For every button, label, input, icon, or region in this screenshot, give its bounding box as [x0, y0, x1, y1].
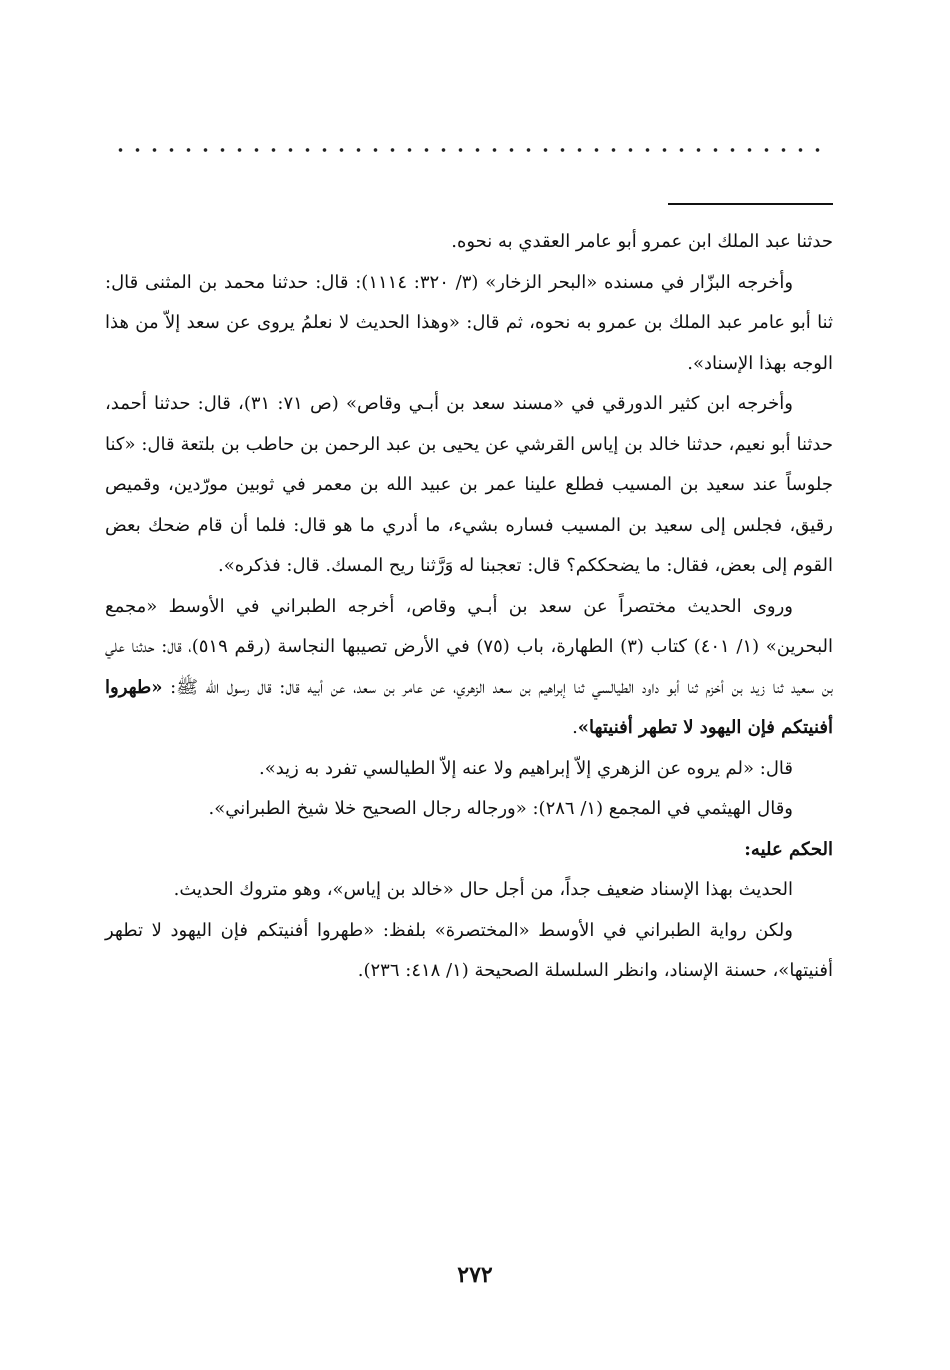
page-body [105, 222, 833, 992]
paragraph-7: الحديث بهذا الإسناد ضعيف جداً، من أجل حال «خالد بن إياس»، وهو متروك الحديث. [173, 879, 793, 900]
section-heading: الحكم عليه: [744, 838, 833, 860]
paragraph-4 [105, 587, 833, 749]
paragraph-5: قال: «لم يروه عن الزهري إلاّ إبراهيم ولا عنه إلاّ الطيالسي تفرد به زيد». [258, 757, 793, 779]
paragraph-3: وأخرجه ابن كثير الدورقي في «مسند سعد بن أبـي وقاص» (ص ٧١: ٣١)، قال: حدثنا أحمد، حدثنا أبو نعيم، حدثنا خالد بن إياس القرشي عن يحيى بن عبد الرحمن بن حاطب بن بلتعة قال: «كنا جلوساً عند سعيد بن المسيب فطلع علينا عمر بن عبيد الله بن معمر في ثوبين مورّدين، وقميص رقيق، فجلس إلى سعيد بن المسيب فساره بشيء، ما أدري ما هو قال: فلما أن قام ضحك بعض القوم إلى بعض، فقال: ما يضحككم؟ قال: تعجبنا له وَرَّثنا ريح المسك. قال: فذكره». [105, 393, 833, 576]
paragraph-1: حدثنا عبد الملك ابن عمرو أبو عامر العقدي به نحوه. [451, 231, 833, 252]
paragraph-8: ولكن رواية الطبراني في الأوسط «المختصرة» بلفظ: «طهروا أفنيتكم فإن اليهود لا تطهر أفنيتها»، حسنة الإسناد، وانظر السلسلة الصحيحة (١/ ٤١٨: ٢٣٦). [105, 919, 833, 981]
page-number: ٢٧٢ [457, 1262, 493, 1288]
footnote-rule [668, 203, 833, 205]
dotted-separator [112, 140, 832, 160]
paragraph-2: وأخرجه البزّار في مسنده «البحر الزخار» (٣/ ٣٢٠: ١١١٤): قال: حدثنا محمد بن المثنى قال: ثنا أبو عامر عبد الملك بن عمرو به نحوه، ثم قال: «وهذا الحديث لا نعلمُ يروى عن سعد إلاّ من هذا الوجه بهذا الإسناد». [105, 271, 833, 374]
paragraph-6: وقال الهيثمي في المجمع (١/ ٢٨٦): «ورجاله رجال الصحيح خلا شيخ الطبراني». [208, 798, 793, 819]
paragraph-4-text: وروى الحديث مختصراً عن سعد بن أبـي وقاص، أخرجه الطبراني في الأوسط «مجمع البحرين» (١/ ٤٠١) كتاب (٣) الطهارة، باب (٧٥) في الأرض تصيبها النجاسة (رقم ٥١٩)، قال: حدثنا علي بن سعيد ثنا زيد بن أخزم ثنا أبو داود الطيالسي ثنا إبراهيم بن سعد الزهري، عن عامر بن سعد، عن أبيه قال: قال رسول الله ﷺ: [105, 595, 833, 698]
hadith-quote: «طهروا أفنيتكم فإن اليهود لا تطهر أفنيتها» [105, 676, 833, 738]
paragraph-4-end: . [572, 717, 578, 738]
